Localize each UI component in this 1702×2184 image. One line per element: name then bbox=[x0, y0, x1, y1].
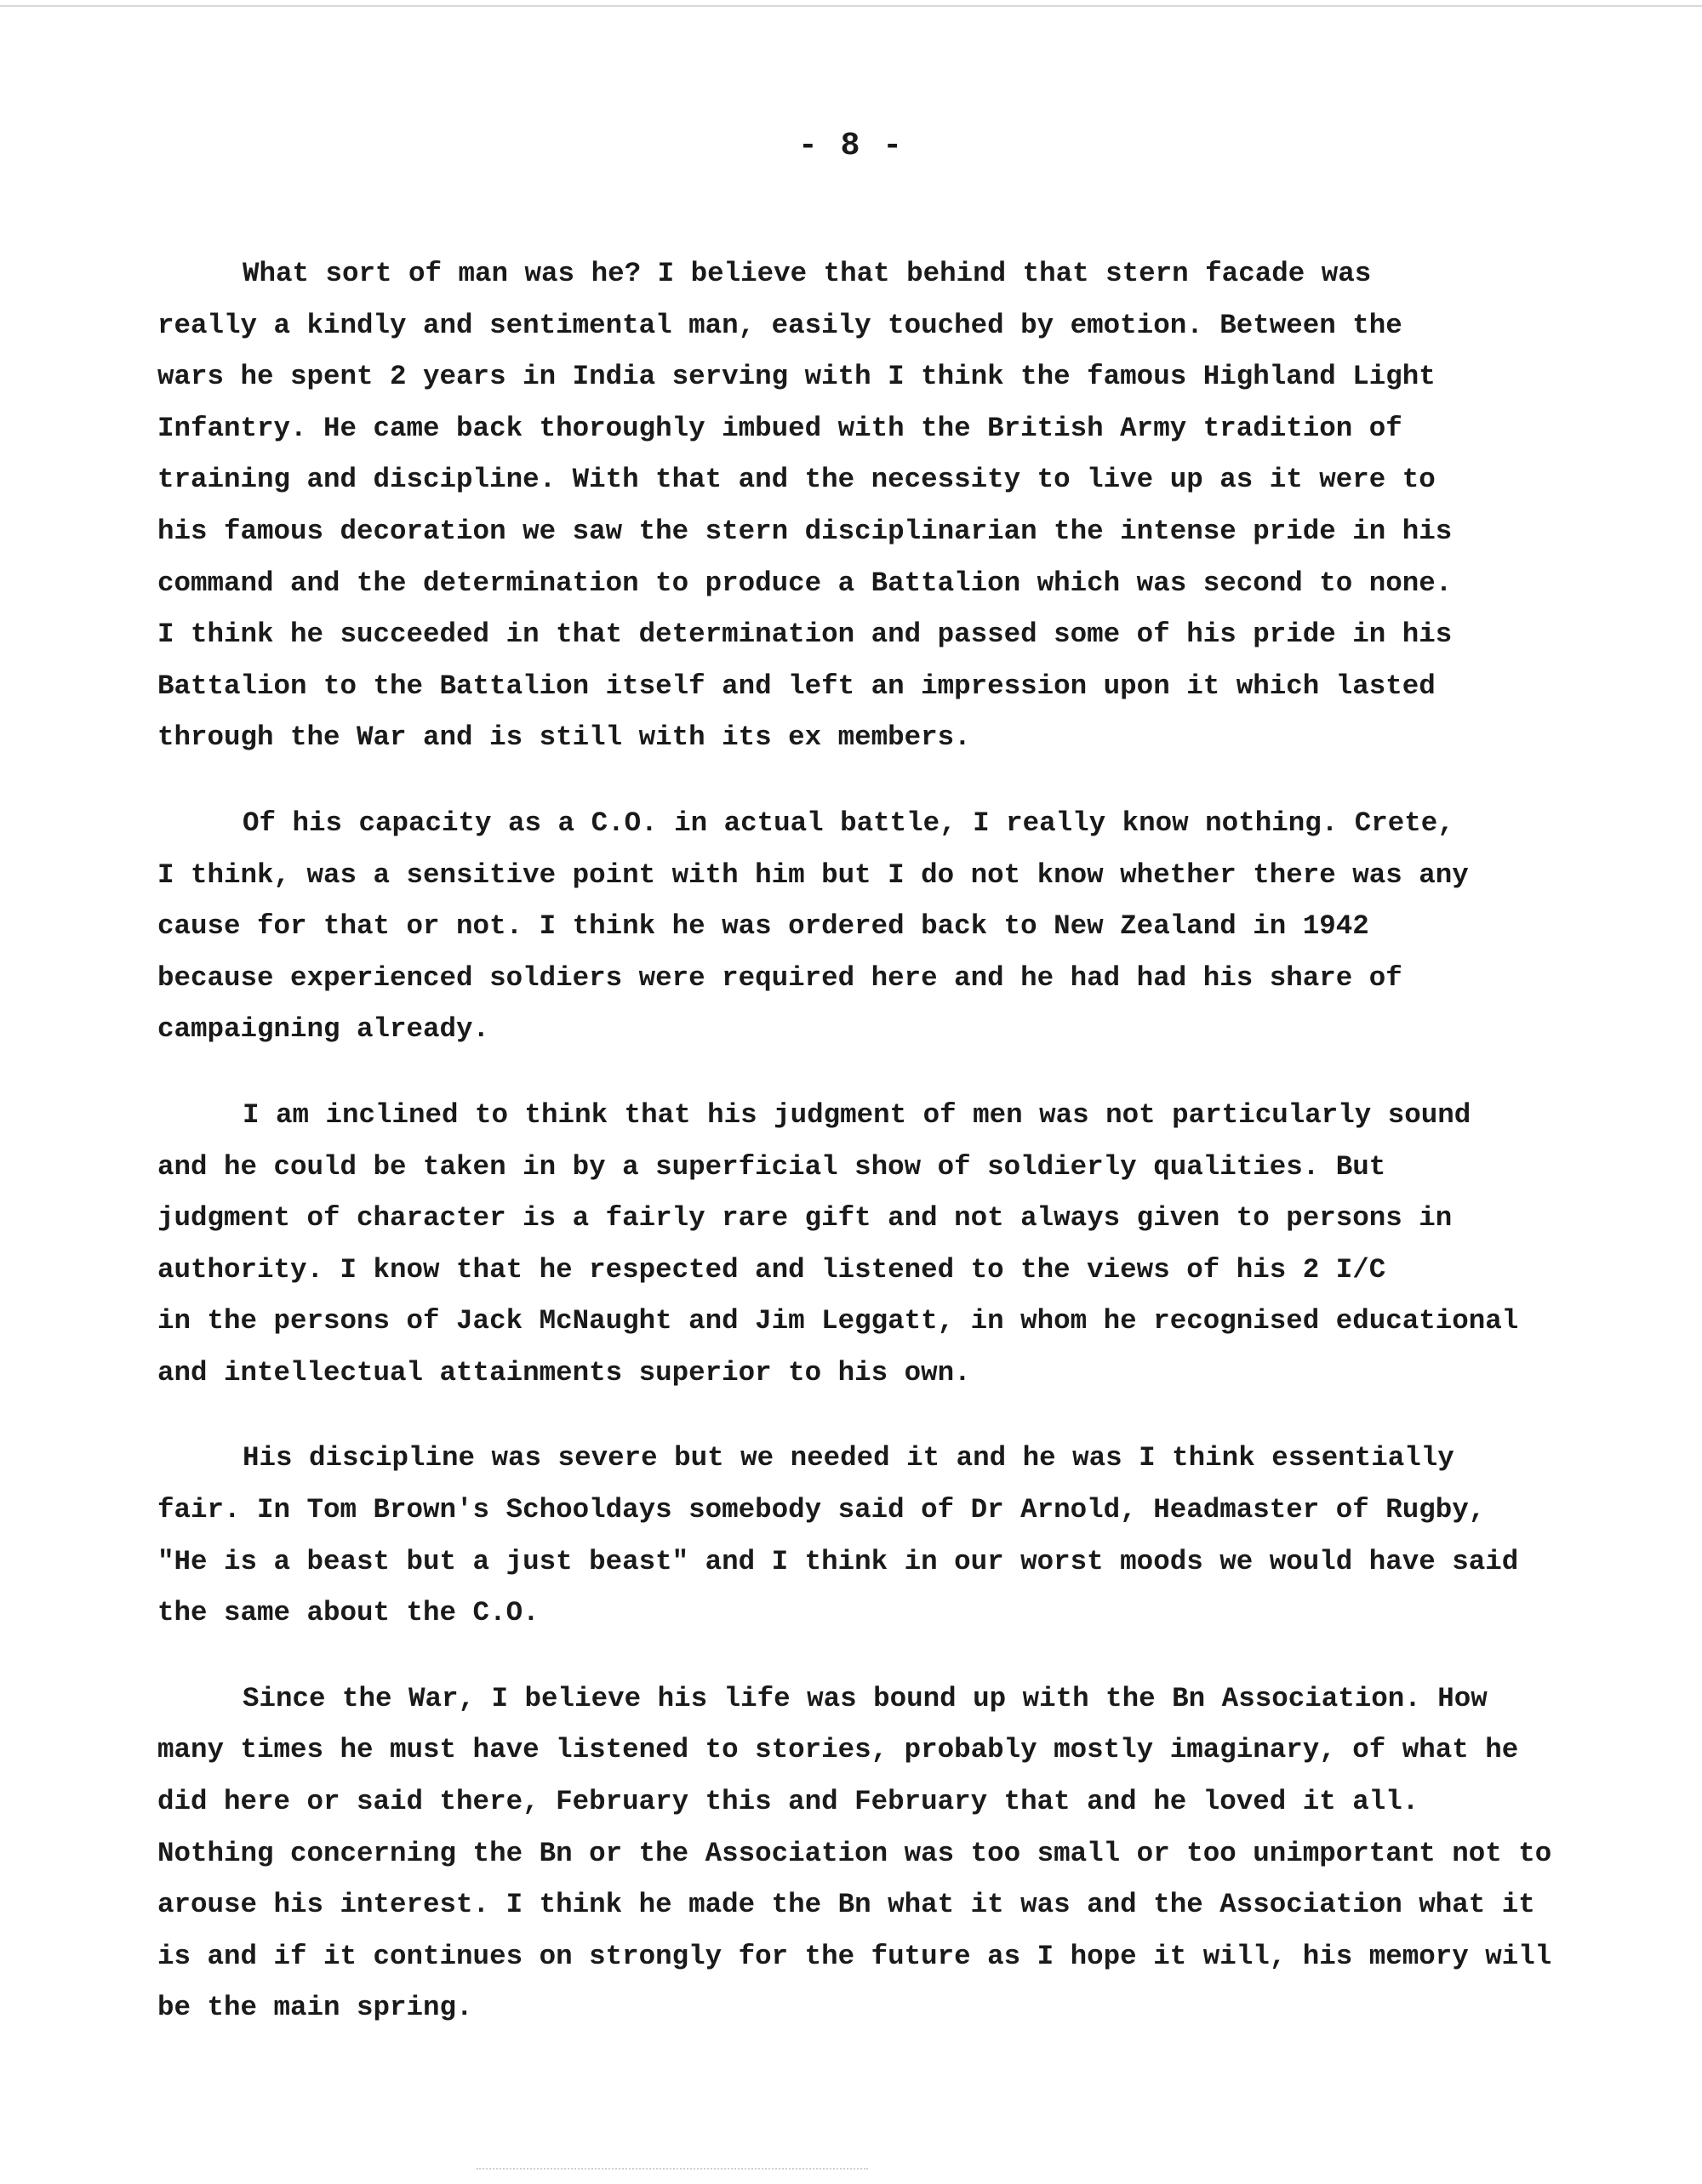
text-line: the same about the C.O. bbox=[157, 1597, 540, 1629]
paragraph-2 bbox=[157, 798, 1621, 1056]
text-line: really a kindly and sentimental man, easily touched by emotion. Between the bbox=[157, 309, 1402, 341]
text-line: training and discipline. With that and the necessity to live up as it were to bbox=[157, 464, 1436, 496]
text-line: through the War and is still with its ex members. bbox=[157, 721, 971, 754]
text-line: "He is a beast but a just beast" and I think in our worst moods we would have said bbox=[157, 1545, 1519, 1577]
text-line: be the main spring. bbox=[157, 1992, 473, 2024]
paragraph-1 bbox=[157, 248, 1621, 764]
text-line: Of his capacity as a C.O. in actual battle, I really know nothing. Crete, bbox=[243, 807, 1454, 839]
text-line: many times he must have listened to stories, probably mostly imaginary, of what he bbox=[157, 1734, 1519, 1766]
text-line: Battalion to the Battalion itself and left an impression upon it which lasted bbox=[157, 670, 1436, 702]
text-line: What sort of man was he? I believe that behind that stern facade was bbox=[243, 258, 1372, 289]
text-line: fair. In Tom Brown's Schooldays somebody said of Dr Arnold, Headmaster of Rugby, bbox=[157, 1494, 1486, 1526]
text-line: Nothing concerning the Bn or the Association was too small or too unimportant not to bbox=[157, 1837, 1552, 1869]
text-line: his famous decoration we saw the stern disciplinarian the intense pride in his bbox=[157, 515, 1453, 547]
text-line: Since the War, I believe his life was bound up with the Bn Association. How bbox=[243, 1682, 1488, 1714]
text-line: is and if it continues on strongly for the future as I hope it will, his memory will bbox=[157, 1940, 1552, 1972]
text-line: authority. I know that he respected and listened to the views of his 2 I/C bbox=[157, 1253, 1386, 1286]
text-line: Infantry. He came back thoroughly imbued with the British Army tradition of bbox=[157, 412, 1402, 444]
text-line: in the persons of Jack McNaught and Jim Leggatt, in whom he recognised educational bbox=[157, 1305, 1519, 1337]
text-line: wars he spent 2 years in India serving with I think the famous Highland Light bbox=[157, 361, 1436, 393]
text-line: command and the determination to produce a Battalion which was second to none. bbox=[157, 567, 1453, 599]
top-edge-rule bbox=[0, 5, 1702, 7]
page-number: - 8 - bbox=[797, 128, 905, 164]
text-line: and he could be taken in by a superficial show of soldierly qualities. But bbox=[157, 1150, 1386, 1183]
text-line: I think he succeeded in that determination and passed some of his pride in his bbox=[157, 619, 1453, 651]
body-text bbox=[157, 248, 1621, 2068]
paragraph-5 bbox=[157, 1674, 1621, 2034]
text-line: His discipline was severe but we needed it and he was I think essentially bbox=[243, 1442, 1454, 1474]
text-line: I am inclined to think that his judgment of men was not particularly sound bbox=[243, 1098, 1471, 1131]
text-line: judgment of character is a fairly rare gift and not always given to persons in bbox=[157, 1202, 1453, 1235]
text-line: campaigning already. bbox=[157, 1013, 490, 1046]
text-line: arouse his interest. I think he made the Bn what it was and the Association what it bbox=[157, 1889, 1535, 1921]
paragraph-3 bbox=[157, 1090, 1621, 1400]
text-line: cause for that or not. I think he was ordered back to New Zealand in 1942 bbox=[157, 910, 1369, 943]
text-line: I think, was a sensitive point with him but I do not know whether there was any bbox=[157, 858, 1469, 891]
text-line: because experienced soldiers were required here and he had had his share of bbox=[157, 961, 1402, 994]
bottom-edge-rule bbox=[477, 2168, 868, 2170]
paragraph-4 bbox=[157, 1433, 1621, 1639]
text-line: and intellectual attainments superior to his own. bbox=[157, 1356, 971, 1389]
text-line: did here or said there, February this and February that and he loved it all. bbox=[157, 1786, 1419, 1818]
